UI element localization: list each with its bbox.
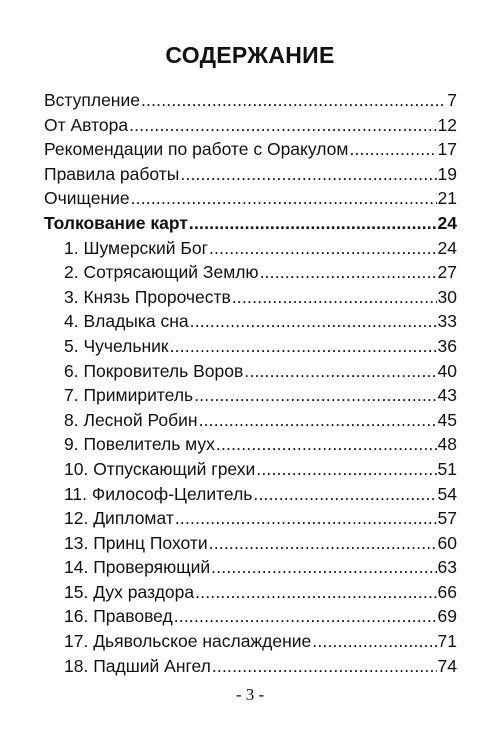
toc-entry	[44, 580, 457, 605]
dot-leader	[170, 334, 437, 359]
toc-entry	[44, 654, 457, 679]
toc-page-number: 24	[437, 237, 457, 258]
toc-page-number: 57	[437, 508, 457, 529]
dot-leader	[232, 285, 437, 310]
toc-entry-label: 16. Правовед	[64, 606, 173, 627]
dot-leader	[216, 432, 437, 457]
dot-leader	[211, 555, 436, 580]
toc-entry	[44, 604, 457, 629]
dot-leader	[209, 531, 437, 556]
dot-leader	[209, 236, 437, 261]
toc-entry	[44, 506, 457, 531]
toc-entry-label: 10. Отпускающий грехи	[64, 458, 256, 479]
dot-leader	[244, 359, 436, 384]
toc-page-number: 40	[437, 360, 457, 381]
toc-page-number: 71	[437, 631, 457, 652]
toc-page-number: 69	[437, 606, 457, 627]
dot-leader	[253, 482, 436, 507]
page-title: СОДЕРЖАНИЕ	[165, 42, 335, 68]
toc-entry-label: Толкование карт	[44, 212, 188, 233]
toc-entry	[44, 383, 457, 408]
dot-leader	[260, 260, 437, 285]
toc-page-number: 30	[437, 286, 457, 307]
toc-entry-label: 18. Падший Ангел	[64, 655, 211, 676]
toc-entry-label: 7. Примиритель	[64, 385, 194, 406]
toc-entry-label: 9. Повелитель мух	[64, 434, 215, 455]
toc-entry-label: 11. Философ-Целитель	[64, 483, 253, 504]
toc-entry-label: 5. Чучельник	[64, 335, 169, 356]
toc-page-number: 7	[447, 90, 457, 110]
toc-entry-label: 8. Лесной Робин	[64, 409, 198, 430]
dot-leader	[194, 383, 436, 408]
toc-entry-label: 3. Князь Пророчеств	[64, 286, 231, 307]
toc-entry-label: Вступление	[44, 90, 140, 110]
dot-leader	[199, 408, 437, 433]
toc-entry-label: 2. Сотрясающий Землю	[64, 262, 259, 283]
dot-leader	[141, 88, 446, 113]
toc-page-number: 48	[437, 434, 457, 455]
toc-page-number: 74	[437, 655, 457, 676]
toc-entry-label: 14. Проверяющий	[64, 557, 211, 578]
toc-entry	[44, 162, 457, 187]
toc-entry-label: 1. Шумерский Бог	[64, 237, 208, 258]
toc-entry	[44, 285, 457, 310]
toc-entry-label: 15. Дух раздора	[64, 581, 195, 602]
dot-leader	[190, 309, 437, 334]
toc-entry	[44, 88, 457, 113]
toc-page-number: 12	[437, 114, 457, 135]
dot-leader	[189, 211, 437, 236]
dot-leader	[174, 604, 437, 629]
toc-entry	[44, 309, 457, 334]
dot-leader	[195, 580, 436, 605]
toc-page-number: 60	[437, 532, 457, 553]
toc-page-number: 54	[437, 483, 457, 504]
toc-entry	[44, 531, 457, 556]
toc-entry	[44, 359, 457, 384]
toc-page-number: 19	[437, 163, 457, 184]
toc-entry	[44, 432, 457, 457]
toc-page-number: 21	[437, 188, 457, 209]
toc-entry-label: Рекомендации по работе с Оракулом	[44, 139, 349, 160]
toc-entry-label: 6. Покровитель Воров	[64, 360, 244, 381]
dot-leader	[212, 654, 437, 679]
toc-entry	[44, 113, 457, 138]
toc-page-number: 51	[437, 458, 457, 479]
toc-page-number: 36	[437, 335, 457, 356]
toc-page-number: 17	[437, 139, 457, 160]
toc-entry	[44, 260, 457, 285]
toc-entry	[44, 186, 457, 211]
toc-page-number: 24	[437, 212, 457, 233]
dot-leader	[129, 113, 436, 138]
toc-entry	[44, 555, 457, 580]
toc-entry	[44, 137, 457, 162]
dot-leader	[256, 457, 436, 482]
toc-entry-label: Правила работы	[44, 163, 180, 184]
dot-leader	[312, 629, 436, 654]
toc-entry	[44, 629, 457, 654]
toc-section-heading	[44, 211, 457, 236]
toc-entry	[44, 334, 457, 359]
toc-entry-label: Очищение	[44, 188, 130, 209]
toc-page-number: 63	[437, 557, 457, 578]
toc-page-number: 33	[437, 311, 457, 332]
dot-leader	[175, 506, 437, 531]
table-of-contents	[44, 88, 457, 678]
toc-entry-label: 12. Дипломат	[64, 508, 174, 529]
toc-entry-label: 4. Владыка сна	[64, 311, 189, 332]
toc-page-number: 27	[437, 262, 457, 283]
toc-page-number: 45	[437, 409, 457, 430]
toc-entry	[44, 457, 457, 482]
toc-entry	[44, 408, 457, 433]
dot-leader	[180, 162, 436, 187]
dot-leader	[131, 186, 437, 211]
toc-entry	[44, 482, 457, 507]
toc-entry-label: 13. Принц Похоти	[64, 532, 208, 553]
toc-entry-label: От Автора	[44, 114, 129, 135]
page-number-footer: - 3 -	[235, 685, 265, 704]
toc-entry	[44, 236, 457, 261]
toc-page-number: 66	[437, 581, 457, 602]
dot-leader	[349, 137, 436, 162]
toc-page-number: 43	[437, 385, 457, 406]
toc-entry-label: 17. Дьявольское наслаждение	[64, 631, 312, 652]
